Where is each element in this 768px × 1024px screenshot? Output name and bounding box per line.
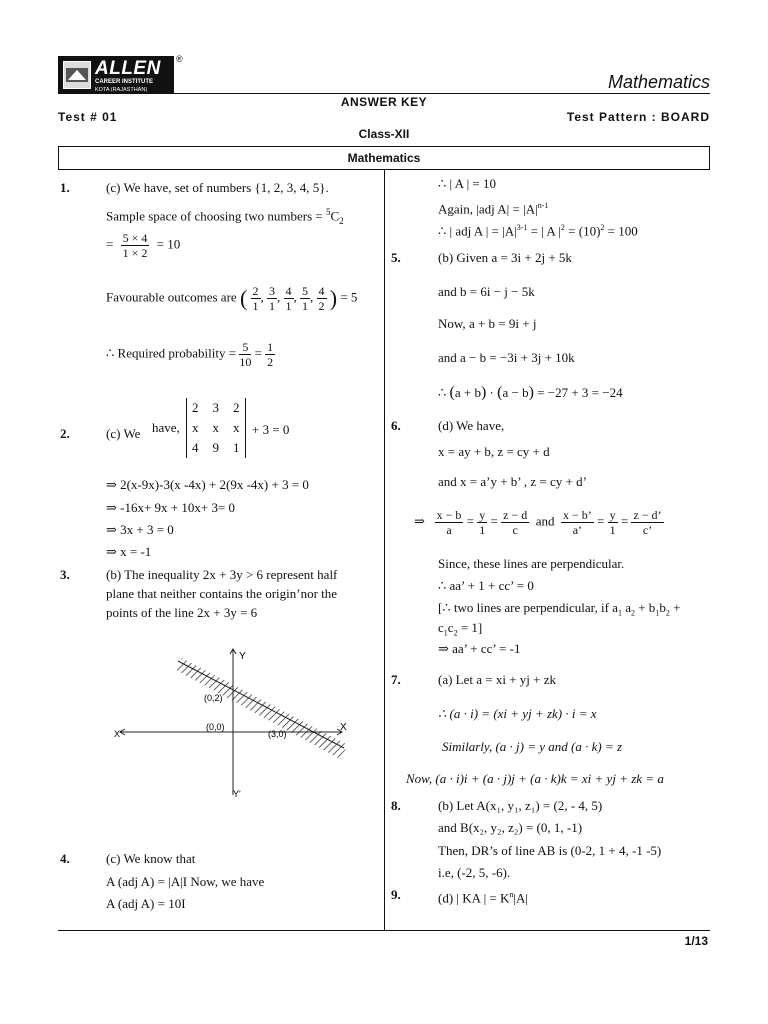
allen-logo: [58, 56, 174, 94]
graph-y2-label: Y': [233, 789, 241, 799]
page-number: 1/13: [684, 934, 708, 948]
q4-cont-line3: ∴ | adj A | = $|A|^{3-1}$ = | A $|^2 = (10)^2 = 100$: [438, 223, 638, 239]
q4-line1: (c) We know that: [106, 851, 196, 866]
page-subject-heading: Mathematics: [607, 72, 710, 92]
q2-line4: ⇒ 3x + 3 = 0: [106, 522, 174, 537]
graph-x-label: X: [340, 722, 347, 733]
q2-number: 2.: [60, 426, 70, 441]
class-label: Class-XII: [358, 127, 410, 141]
q6-line7: [∴ two lines are perpendicular, if $a_1$ $a_2 + b_1b_2$ +: [438, 600, 681, 618]
q5-line2: and b = 6i − j − 5k: [438, 284, 535, 299]
logo-emblem-icon: [63, 61, 91, 89]
logo-location: KOTA (RAJASTHAN): [95, 87, 148, 93]
logo-name: ALLEN: [95, 58, 161, 79]
registered-mark: ®: [176, 54, 183, 64]
q4-number: 4.: [60, 851, 70, 866]
q9-line1: (d) | KA | = $K^n|A|$: [438, 890, 528, 906]
q2-determinant: 2 3 2 x x x 4 9 1: [186, 398, 246, 458]
q3-graph: [110, 645, 360, 805]
graph-point-3-0: (3,0): [268, 729, 287, 739]
q1-number: 1.: [60, 180, 70, 195]
q8-line2: and B(x₂, y₂, z₂) = (0, 1, -1): [438, 820, 583, 835]
q5-line4: and a − b = −3i + 3j + 10k: [438, 350, 575, 365]
q2-line1-have: have,: [152, 420, 180, 435]
q6-line2: x = ay + b, z = cy + d: [438, 444, 550, 459]
q3-number: 3.: [60, 567, 70, 582]
q8-line3: Then, DR’s of line AB is (0-2, 1 + 4, -1 -5): [438, 843, 662, 858]
q2-line1-suffix: + 3 = 0: [252, 422, 290, 437]
q8-line1: (b) Let A(x₁, y₁, z₁) = (2, - 4, 5): [438, 798, 603, 813]
q4-line3: A (adj A) = 10I: [106, 896, 186, 911]
column-divider: [384, 170, 385, 930]
q6-line1: (d) We have,: [438, 418, 505, 433]
q8-number: 8.: [391, 798, 401, 813]
q2-line1-prefix: (c) We: [106, 426, 141, 441]
q3-line1: (b) The inequality 2x + 3y > 6 represent half: [106, 567, 338, 582]
q2-line2: ⇒ 2(x-9x)-3(x -4x) + 2(9x -4x) + 3 = 0: [106, 477, 309, 492]
q7-line4: Now, (a · i)i + (a · j)j + (a · k)k = xi + yj + zk = a: [406, 771, 664, 786]
q1-line2: Sample space of choosing two numbers = $^5C_2$: [106, 207, 344, 226]
q5-line3: Now, a + b = 9i + j: [438, 316, 537, 331]
test-number: Test # 01: [58, 110, 118, 124]
q7-line1: (a) Let a = xi + yj + zk: [438, 672, 557, 687]
q7-line2: ∴ (a · i) = (xi + yj + zk) · i = x: [438, 706, 597, 721]
test-pattern: Test Pattern : BOARD: [566, 110, 710, 124]
footer-rule: [58, 930, 710, 931]
q6-line6: ∴ aa’ + 1 + cc’ = 0: [438, 578, 534, 593]
q1-line3: = $\frac{5 \times 4}{1 \times 2}$ = 10: [106, 231, 181, 260]
q2-line3: ⇒ -16x+ 9x + 10x+ 3= 0: [106, 500, 236, 515]
graph-y-label: Y: [239, 651, 246, 662]
q6-line8: $c_1c_2 = 1$]: [438, 620, 483, 638]
answer-key-title: ANSWER KEY: [340, 95, 428, 109]
q1-line5: ∴ Required probability = $\frac{5}{10}$ = $\frac{1}{2}$: [106, 340, 274, 369]
q3-line2: plane that neither contains the origin’nor the: [106, 586, 338, 601]
graph-point-0-2: (0,2): [204, 693, 223, 703]
graph-origin-label: (0,0): [206, 722, 225, 732]
q5-line5: ∴ (a + b) · (a − b) = −27 + 3 = −24: [438, 384, 623, 401]
q5-number: 5.: [391, 250, 401, 265]
subject-box: Mathematics: [58, 146, 710, 170]
q1-line4: Favourable outcomes are ( $\frac{2}{1}$ , $\frac{3}{1}$ , $\frac{4}{1}$ , $\frac{5}{1}$ , $\frac{4}{2}$ ) = 5: [106, 284, 358, 313]
q4-cont-line1: ∴ | A | = 10: [438, 176, 497, 191]
q3-line3: points of the line 2x + 3y = 6: [106, 605, 258, 620]
logo-subtitle: CAREER INSTITUTE: [95, 79, 154, 85]
header-rule: [58, 93, 710, 94]
q5-line1: (b) Given a = 3i + 2j + 5k: [438, 250, 572, 265]
q4-line2: A (adj A) = |A|I Now, we have: [106, 874, 265, 889]
q8-line4: i.e, (-2, 5, -6).: [438, 865, 511, 880]
q6-line3: and x = a’y + b’ , z = cy + d’: [438, 474, 587, 489]
q6-line5: Since, these lines are perpendicular.: [438, 556, 625, 571]
q6-line4: ⇒ $\frac{x - b}{a}$ = $\frac{y}{1}$ = $\frac{z - d}{c}$ and $\frac{x - b’}{a’}$ = $\frac{y}{1}$ = $\frac{z - d’}{c’}$: [414, 508, 662, 537]
q1-line1: (c) We have, set of numbers {1, 2, 3, 4, 5}.: [106, 180, 329, 195]
q7-number: 7.: [391, 672, 401, 687]
q7-line3: Similarly, (a · j) = y and (a · k) = z: [442, 739, 623, 754]
q6-line9: ⇒ aa’ + cc’ = -1: [438, 641, 521, 656]
q6-number: 6.: [391, 418, 401, 433]
q2-line5: ⇒ x = -1: [106, 544, 152, 559]
graph-x2-label: X': [114, 729, 122, 739]
q4-cont-line2: Again, |adj $A| = |A|^{n-1}$: [438, 201, 549, 217]
q9-number: 9.: [391, 887, 401, 902]
